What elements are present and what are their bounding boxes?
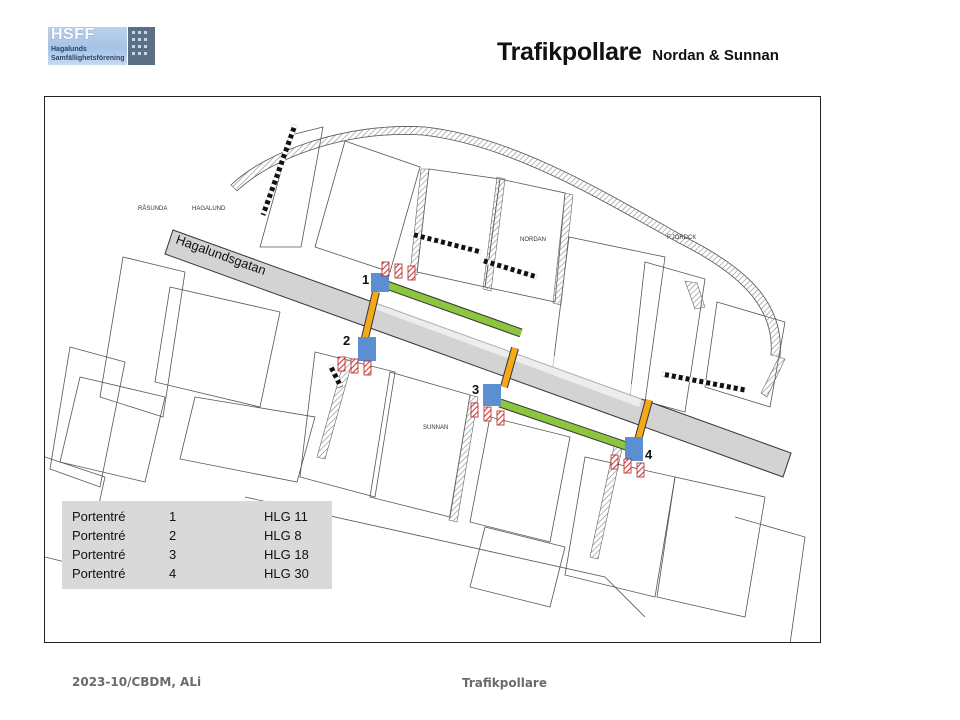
street-lane [375, 292, 645, 407]
legend-address: HLG 11 [264, 509, 308, 524]
area-label-nordan: NORDAN [520, 237, 547, 243]
gate-number-4: 4 [645, 447, 653, 462]
area-label-sunnan: SUNNAN [423, 425, 449, 431]
legend-label: Portentré [72, 509, 126, 524]
page-title [497, 38, 779, 67]
title-main: Trafikpollare [497, 38, 642, 66]
legend-address: HLG 8 [264, 528, 302, 543]
hsff-logo [48, 27, 155, 65]
legend-number: 4 [169, 566, 177, 581]
street-label: Hagalundsgatan [173, 231, 269, 278]
legend-number: 3 [169, 547, 177, 562]
logo-building-icon [128, 27, 155, 65]
legend-label: Portentré [72, 528, 126, 543]
logo-panel [48, 27, 127, 65]
legend-number: 2 [169, 528, 177, 543]
gate-number-3: 3 [472, 382, 480, 397]
legend-number: 1 [169, 509, 177, 524]
logo-line-1: Hagalunds [51, 46, 87, 53]
area-label-hagalund: HAGALUND [192, 206, 226, 212]
legend-label: Portentré [72, 566, 126, 581]
gate-number-2: 2 [343, 333, 351, 348]
gate-marker-3 [483, 384, 501, 406]
footer-title: Trafikpollare [462, 676, 547, 690]
area-label-fjordck: F.JORDCK [667, 235, 697, 241]
legend-address: HLG 18 [264, 547, 309, 562]
logo-line-2: Samfällighetsförening [51, 55, 125, 62]
footer-reference: 2023-10/CBDM, ALi [72, 675, 202, 689]
area-label-rasunda: RÅSUNDA [138, 206, 168, 212]
gate-legend [62, 501, 332, 589]
gate-number-1: 1 [362, 272, 370, 287]
legend-address: HLG 30 [264, 566, 309, 581]
gate-marker-4 [625, 437, 643, 461]
gate-marker-2 [358, 337, 376, 361]
legend-label: Portentré [72, 547, 126, 562]
title-sub: Nordan & Sunnan [652, 47, 779, 64]
logo-acronym: HSFF [51, 26, 95, 43]
